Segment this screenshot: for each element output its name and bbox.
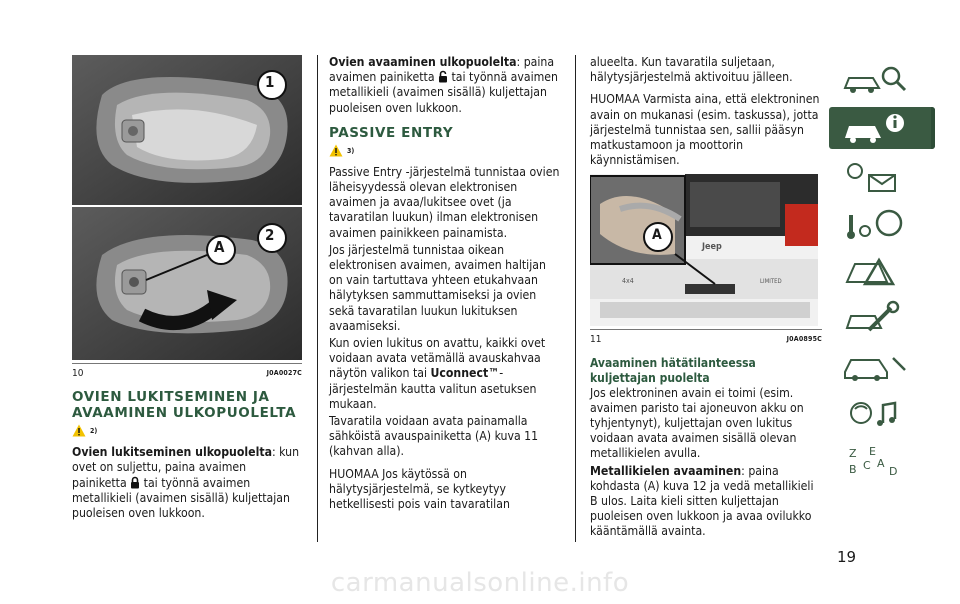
tab-car-specs[interactable]: [829, 345, 935, 387]
svg-text:A: A: [877, 456, 885, 470]
column-1: [72, 55, 302, 523]
paragraph-alarm-continued: alueelta. Kun tavaratila suljetaan, hälytysjärjestelmä aktivoituu jälleen.: [590, 55, 793, 85]
figure-tailgate: [590, 174, 818, 326]
tab-multimedia[interactable]: [829, 392, 935, 434]
watermark: carmanualsonline.info: [330, 568, 630, 598]
warning-ref-number: 2): [90, 427, 98, 436]
paragraph-text: : paina kohdasta (A) kuva 12 ja vedä metallikieli B ulos. Laita kieli sitten kuljettajan puoleisen oven lukkoon ja avaa ovilukko kääntämällä avainta.: [590, 463, 814, 539]
tab-warning-lights[interactable]: [829, 154, 935, 196]
warning-lights-icon: [839, 157, 919, 193]
paragraph-key-detection: Jos järjestelmä tunnistaa oikean elektronisen avaimen, avaimen haltijan on vain tartuttava yhteen etukahvaan hälytyksen sammuttamiseksi ja ovien sekä tavaratilan luukun lukituksen avaamiseksi.: [329, 242, 546, 333]
paragraph-lock-from-outside: [72, 445, 302, 521]
tab-steering-wheel[interactable]: [829, 202, 935, 244]
car-info-icon: [839, 110, 919, 146]
wrench-car-icon: [839, 300, 919, 336]
paragraph-lead: Ovien avaaminen ulkopuolelta: [329, 55, 517, 69]
chapter-tabs: [829, 59, 935, 487]
svg-text:Z: Z: [849, 446, 857, 460]
column-3: [590, 55, 822, 542]
paragraph-text: tai työnnä avaimen metallikieli (avaimen sisällä) kuljettajan puoleisen oven lukkoon.: [72, 475, 290, 521]
callout-a: A: [652, 227, 662, 244]
figure-code: J0A0027C: [266, 369, 302, 377]
paragraph-text: Kun ovien lukitus on avattu, kaikki ovet voidaan avata vetämällä avauskahvaa näytön valikon tai: [329, 336, 546, 381]
tab-wrench-car[interactable]: [829, 297, 935, 339]
figure-caption: [590, 329, 822, 347]
tab-alphabet-index[interactable]: [829, 440, 935, 482]
warning-ref-number: 3): [347, 146, 355, 155]
callout-2: 2: [265, 226, 275, 244]
lock-open-icon: [438, 70, 448, 83]
warning-triangle-icon: [329, 144, 343, 157]
paragraph-text: tai työnnä avaimen metallikieli (avaimen sisällä) kuljettajan puoleisen oven lukkoon.: [329, 70, 559, 115]
paragraph-unlock-settings: [329, 336, 561, 412]
badge-jeep: Jeep: [702, 242, 722, 253]
warning-reference: [329, 144, 561, 162]
paragraph-lead: Ovien lukitseminen ulkopuolelta: [72, 445, 272, 460]
svg-text:B: B: [849, 462, 857, 476]
figure-caption: [72, 363, 302, 381]
paragraph-lead: Metallikielen avaaminen: [590, 463, 742, 478]
figure-number: 10: [72, 368, 84, 379]
paragraph-metal-key: [590, 464, 822, 540]
car-search-icon: [839, 62, 919, 98]
column-divider: [317, 55, 318, 542]
figure-code: J0A0895C: [786, 335, 822, 344]
svg-text:C: C: [863, 458, 871, 472]
badge-limited: LIMITED: [760, 278, 782, 286]
subsection-title: Avaaminen hätätilanteessa kuljettajan puolelta: [590, 355, 756, 385]
column-2: [329, 55, 561, 514]
section-title: OVIEN LUKITSEMINEN JA AVAAMINEN ULKOPUOLELTA: [72, 389, 297, 422]
alphabet-index-icon: [839, 443, 919, 479]
multimedia-icon: [839, 395, 919, 431]
road-warning-icon: [839, 252, 919, 288]
tab-road-warning[interactable]: [829, 249, 935, 291]
paragraph-passive-entry: Passive Entry -järjestelmä tunnistaa ovien läheisyydessä olevan elektronisen avaimen ja avaa/lukitsee ovet (ja tavaratilan luukun) ilman elektronisen avaimen painikkeen painamista.: [329, 164, 560, 240]
paragraph-tailgate: Tavaratila voidaan avata painamalla sähköistä avauspainiketta (A) kuva 11 (kahvan alla).: [329, 414, 539, 459]
paragraph-text: : kun ovet on suljettu, paina avaimen painiketta: [72, 445, 300, 490]
tab-car-info[interactable]: [829, 107, 935, 149]
door-handle-illustration: [72, 55, 302, 360]
figure-door-handle: [72, 55, 302, 360]
uconnect-term: Uconnect™: [430, 366, 500, 381]
warning-triangle-icon: [72, 424, 86, 437]
paragraph-unlock-from-outside: [329, 55, 561, 116]
badge-4x4: 4x4: [622, 277, 634, 286]
tab-car-search[interactable]: [829, 59, 935, 101]
warning-reference: [72, 424, 302, 442]
svg-text:D: D: [889, 464, 898, 478]
paragraph-emergency: Jos elektroninen avain ei toimi (esim. avaimen paristo tai ajoneuvon akku on tyhjentynyt), kuljettajan oven lukitus voidaan avata avaimen sisällä olevan metallikielen avulla.: [590, 385, 804, 461]
paragraph-note-key: HUOMAA Varmista aina, että elektroninen avain on mukanasi (esim. taskussa), jotta järjestelmä tunnistaa sen, sallii pääsyn matkustamoon ja moottorin käynnistämisen.: [590, 92, 820, 168]
car-specs-icon: [839, 348, 919, 384]
callout-1: 1: [265, 73, 275, 91]
column-divider: [575, 55, 576, 542]
svg-text:E: E: [869, 444, 876, 458]
lock-closed-icon: [130, 476, 140, 489]
section-title: PASSIVE ENTRY: [329, 124, 454, 141]
figure-number: 11: [590, 334, 602, 346]
paragraph-text: : paina avaimen painiketta: [329, 55, 555, 85]
steering-wheel-icon: [839, 205, 919, 241]
callout-a: A: [214, 238, 225, 256]
page-number: 19: [837, 548, 857, 566]
paragraph-text: -järjestelmän kautta valitun asetuksen mukaan.: [329, 366, 537, 411]
paragraph-note-alarm: HUOMAA Jos käytössä on hälytysjärjestelmä, se kytkeytyy hetkellisesti pois vain tavaratilan: [329, 466, 510, 512]
